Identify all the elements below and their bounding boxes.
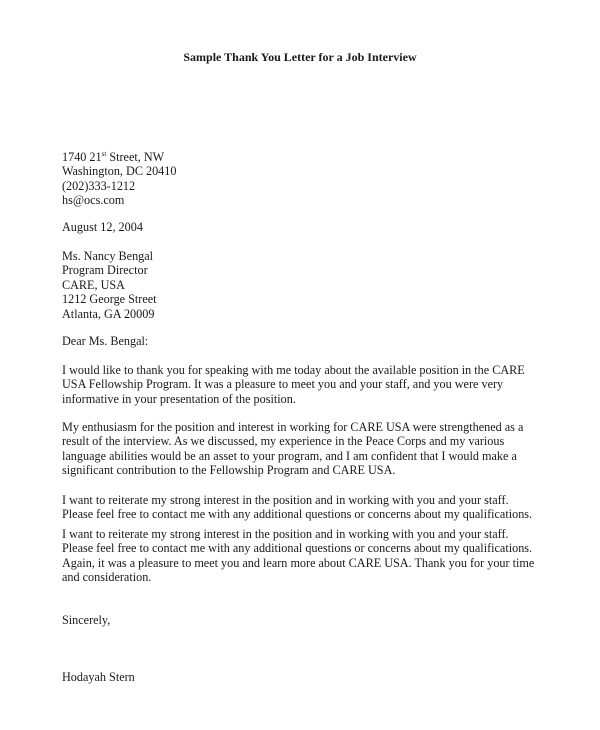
salutation: Dear Ms. Bengal: bbox=[62, 334, 149, 348]
recipient-organization: CARE, USA bbox=[62, 277, 125, 292]
closing: Sincerely, bbox=[62, 613, 111, 627]
recipient-name: Ms. Nancy Bengal bbox=[62, 249, 154, 263]
recipient-title: Program Director bbox=[62, 263, 148, 278]
sender-city: Washington, DC 20410 bbox=[62, 164, 177, 179]
recipient-street: 1212 George Street bbox=[62, 292, 157, 307]
recipient-address bbox=[62, 249, 572, 321]
sender-email: hs@ocs.com bbox=[62, 193, 125, 208]
sender-street: 1740 21st Street, NW bbox=[62, 150, 165, 164]
sender-phone: (202)333-1212 bbox=[62, 178, 136, 193]
document-title: Sample Thank You Letter for a Job Interview bbox=[183, 50, 417, 64]
paragraph-1: I would like to thank you for speaking with me today about the available position in the CARE USA Fellowship Program. It was a pleasure to meet you and your staff, and you were very informative in your presentation of the position. bbox=[62, 363, 525, 406]
paragraph-3: I want to reiterate my strong interest in the position and in working with you and your staff. Please feel free to contact me with any additional questions or concerns about my qualifications. Again, it was a pleasure to meet you and learn more about CARE USA. Thank you for your time and consideration. bbox=[62, 527, 535, 585]
sender-address bbox=[62, 150, 572, 208]
recipient-city: Atlanta, GA 20009 bbox=[62, 306, 155, 321]
paragraph-3-fragment: I want to reiterate my strong interest in the position and in working with you and your staff. Please feel free to contact me with any additional questions or concerns about my qualifications. bbox=[62, 493, 533, 521]
letter-date: August 12, 2004 bbox=[62, 220, 143, 234]
paragraph-2: My enthusiasm for the position and interest in working for CARE USA were strengthened as a result of the interview. As we discussed, my experience in the Peace Corps and my various language abilities would be an asset to your program, and I am confident that I would make a significant contribution to the Fellowship Program and CARE USA. bbox=[62, 420, 524, 478]
signature-name: Hodayah Stern bbox=[62, 670, 135, 684]
